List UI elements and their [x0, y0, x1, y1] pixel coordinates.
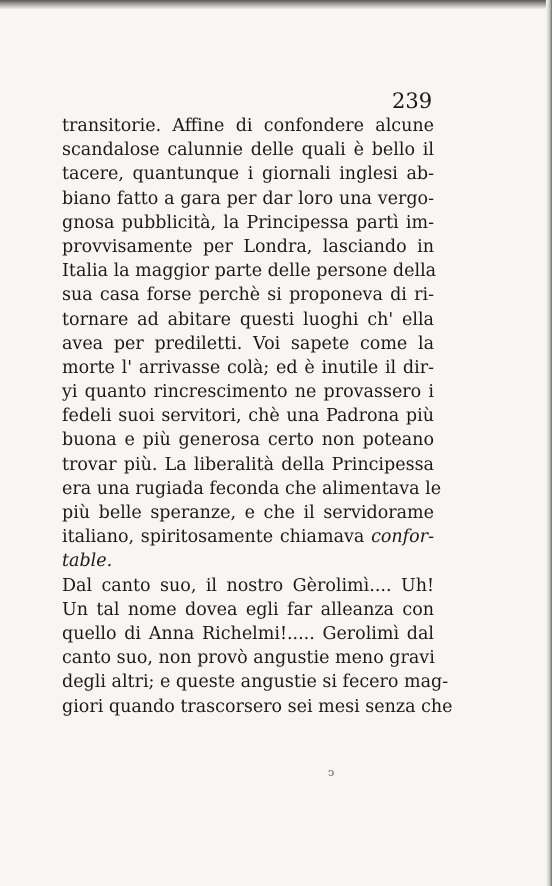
- page-right-edge: [546, 0, 552, 886]
- text-line: [62, 598, 434, 622]
- text-line-content: più belle speranze, e che il servidorame: [62, 503, 434, 523]
- text-line-content: quello di Anna Richelmi!..... Gerolimì dal: [62, 623, 434, 644]
- text-line-content: era una rugiada feconda che alimentava le: [62, 478, 442, 499]
- text-line: [62, 695, 453, 719]
- text-line: [62, 283, 434, 307]
- text-line: [62, 453, 434, 477]
- italic-word: table.: [62, 551, 113, 572]
- text-line-content: transitorie. Affine di confondere alcune: [62, 116, 434, 136]
- text-line: [62, 308, 434, 332]
- text-line: [62, 332, 434, 356]
- text-line-content: biano fatto a gara per dar loro una vergo-: [62, 188, 434, 209]
- text-line-content: buona e più generosa certo non poteano: [62, 430, 434, 451]
- text-line: [62, 477, 442, 501]
- text-line-content: tacere, quantunque i giornali inglesi ab-: [62, 164, 434, 185]
- text-line: [62, 162, 434, 186]
- text-line-content: gnosa pubblicità, la Principessa partì im-: [62, 212, 434, 233]
- text-line: [62, 404, 434, 428]
- text-line-content: giori quando trascorsero sei mesi senza che: [62, 696, 453, 717]
- text-line: [62, 549, 434, 573]
- text-line: [62, 428, 434, 452]
- text-line: [62, 235, 434, 259]
- text-line: [62, 574, 434, 598]
- text-line-content: tornare ad abitare questi luoghi ch' ella: [62, 309, 434, 330]
- text-line-content: avea per prediletti. Voi sapete come la: [62, 333, 434, 354]
- text-line-content: Un tal nome dovea egli far alleanza con: [62, 599, 434, 620]
- text-line: [62, 380, 434, 404]
- text-line: [62, 211, 434, 235]
- text-line: [62, 114, 434, 138]
- page-top-edge: [0, 0, 552, 9]
- text-line-content: fedeli suoi servitori, chè una Padrona più: [62, 406, 434, 427]
- text-line-content: Dal canto suo, il nostro Gèrolimì.... Uh!: [62, 575, 434, 596]
- text-line-content: trovar più. La liberalità della Principessa: [62, 454, 434, 475]
- text-line: [62, 259, 437, 283]
- text-line: [62, 138, 434, 162]
- text-line-content: scandalose calunnie delle quali è bello il: [62, 140, 434, 161]
- text-line: [62, 525, 434, 549]
- page-number: 239: [392, 89, 433, 113]
- text-line-content: yi quanto rincrescimento ne provassero i: [62, 382, 434, 403]
- text-line-content: provvisamente per Londra, lasciando in: [62, 236, 434, 257]
- body-text: [62, 114, 453, 719]
- italic-word: confor-: [371, 527, 434, 548]
- text-line-content: degli altri; e queste angustie si fecero mag-: [62, 672, 449, 693]
- text-line: [62, 187, 434, 211]
- text-line-content: sua casa forse perchè si proponeva di ri-: [62, 285, 434, 306]
- text-line-content: Italia la maggior parte delle persone della: [62, 261, 437, 282]
- text-line: [62, 501, 434, 525]
- text-line: [62, 670, 449, 694]
- text-line: [62, 646, 434, 670]
- text-line: [62, 622, 434, 646]
- text-line-content: italiano, spiritosamente chiamava: [62, 527, 365, 548]
- text-line-content: canto suo, non provò angustie meno gravi: [62, 648, 435, 669]
- text-line: [62, 356, 434, 380]
- printer-mark: ↄ: [328, 766, 335, 779]
- text-line-content: morte l' arrivasse colà; ed è inutile il dir-: [62, 357, 434, 378]
